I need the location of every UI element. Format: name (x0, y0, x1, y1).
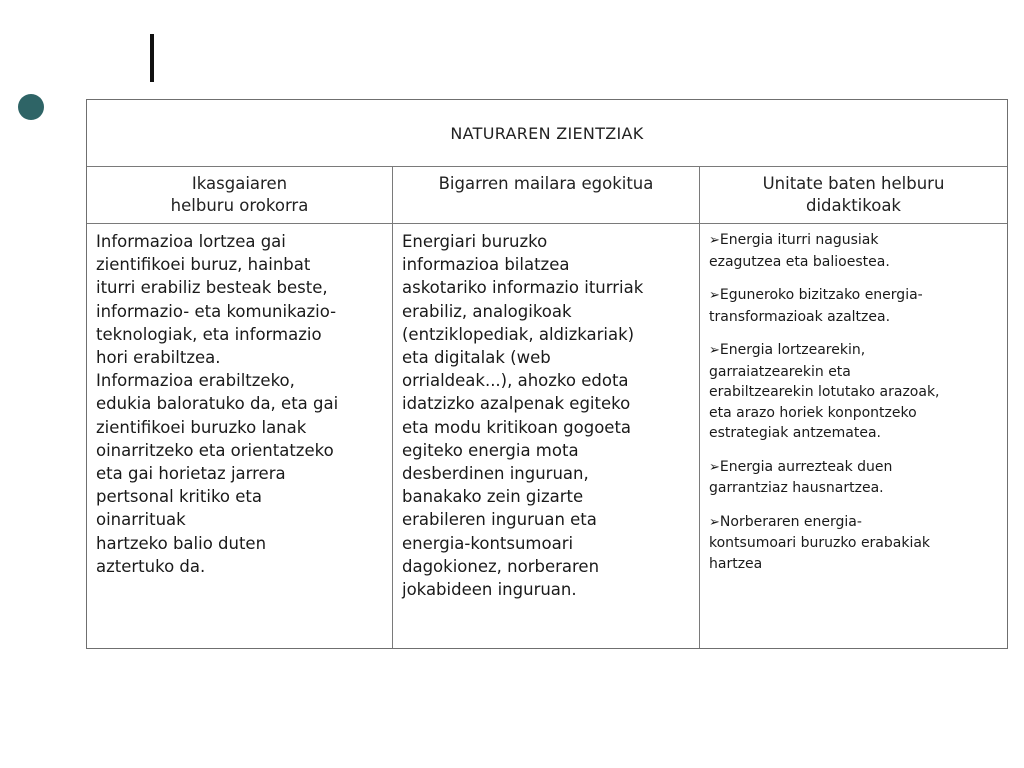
arrow-bullet-icon: ➢ (709, 288, 720, 303)
cell-second-level (393, 224, 700, 648)
list-item-text: Energia iturri nagusiak ezagutzea eta balioestea. (709, 232, 890, 270)
cell-unit-objectives (700, 224, 1007, 648)
table-body-row (87, 224, 1007, 648)
header-unit-objectives: Unitate baten helburu didaktikoak (762, 174, 945, 215)
cell-general-objective (87, 224, 393, 648)
arrow-bullet-icon: ➢ (709, 514, 720, 530)
arrow-bullet-icon: ➢ (709, 343, 720, 358)
second-level-text: Energiari buruzko informazioa bilatzea askotariko informazio iturriak erabiliz, analogikoak (entziklopediak, aldizkariak) eta digitalak (web orrialdeak...), ahozko edota idatzizko azalpenak egiteko eta modu kritikoan gogoeta egiteko energia mota desberdinen inguruan, banakako zein gizarte erabileren inguruan eta energia-kontsumoari dagokionez, norberaren jokabideen inguruan. (402, 232, 644, 600)
list-item-text: Norberaren energia- kontsumoari buruzko erabakiak hartzea (709, 513, 931, 572)
list-item (709, 285, 999, 327)
bullet-dot-icon (18, 94, 44, 120)
arrow-bullet-icon: ➢ (709, 459, 720, 475)
list-item-text: Eguneroko bizitzako energia- transformazioak azaltzea. (709, 287, 923, 325)
list-item (709, 457, 999, 499)
table-header-row (87, 167, 1007, 224)
list-item-text: Energia aurrezteak duen garrantziaz hausnartzea. (709, 458, 893, 496)
arrow-bullet-icon: ➢ (709, 233, 720, 248)
list-item-text: Energia lortzearekin, garraiatzearekin eta erabiltzearekin lotutako arazoak, eta arazo horiek konpontzeko estrategiak antzematea. (709, 342, 940, 441)
header-general-objective: Ikasgaiaren helburu orokorra (87, 167, 393, 223)
header-second-level: Bigarren mailara egokitua (393, 167, 700, 223)
text-cursor (150, 34, 154, 82)
table-title: NATURAREN ZIENTZIAK (87, 100, 1007, 167)
curriculum-table (86, 99, 1008, 649)
general-objective-text: Informazioa lortzea gai zientifikoei buruz, hainbat iturri erabiliz besteak beste, informazio- eta komunikazio- teknologiak, eta informazio hori erabiltzea. Informazioa erabiltzeko, edukia baloratuko da, eta gai zientifikoei buruzko lanak oinarritzeko eta orientatzeko eta gai horietaz jarrera pertsonal kritiko eta oinarrituak hartzeko balio duten aztertuko da. (96, 232, 339, 576)
list-item (709, 230, 999, 272)
list-item (709, 340, 999, 444)
list-item (709, 512, 999, 575)
